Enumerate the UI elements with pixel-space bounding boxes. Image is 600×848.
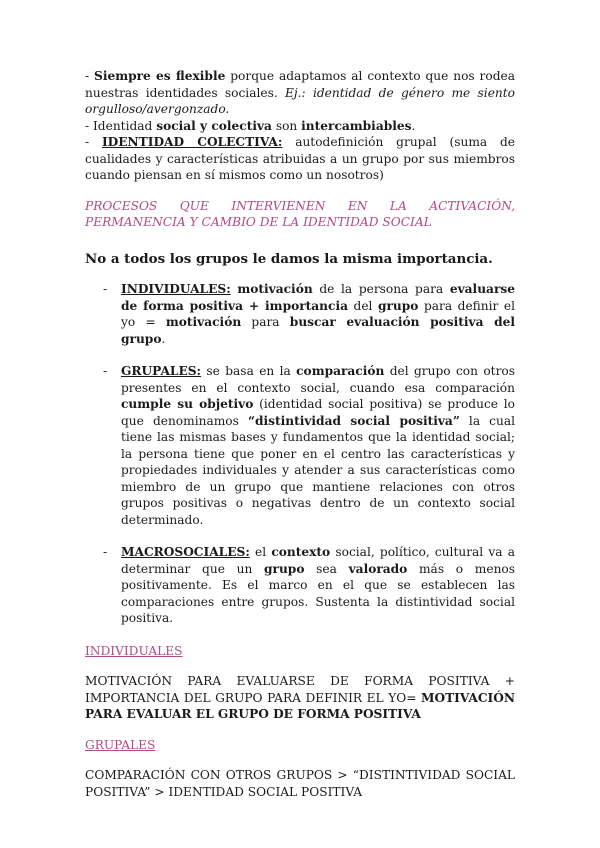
bold-term: grupo: [264, 561, 305, 576]
body-text: del: [347, 298, 378, 313]
bullet-macrosociales: [85, 544, 515, 627]
bold-term: social y colectiva: [156, 118, 272, 133]
bullet-individuales: [85, 281, 515, 347]
bold-term: comparación: [296, 364, 385, 378]
bold-term: motivación: [165, 315, 242, 329]
bold-term: intercambiables: [301, 118, 412, 133]
body-text: sea: [304, 561, 349, 576]
bold-term: Siempre es flexible: [94, 69, 226, 83]
document-content: [85, 68, 515, 812]
body-text: .: [411, 118, 416, 133]
body-text: social, político, cultural va a determinar que un: [121, 545, 516, 576]
bold-term: evaluarse de forma positiva + importancia: [121, 282, 515, 313]
bullet-list: [85, 281, 515, 627]
body-text: del grupo con otros presentes en el contexto social, cuando esa comparación: [121, 364, 515, 395]
body-text: - Identidad: [85, 118, 157, 133]
intro-line-flexible: [85, 68, 515, 118]
bold-term: MOTIVACIÓN PARA EVALUAR EL GRUPO DE FORMA POSITIVA: [85, 690, 515, 721]
bold-term: buscar evaluación positiva del grupo: [121, 315, 515, 346]
body-text: autodefinición grupal (suma de cualidades y características atribuidas a un grupo por sus miembros cuando piensan en sí mismos como un nosotros): [85, 135, 515, 182]
bullet-grupales: [85, 363, 515, 528]
section-title-individuales: INDIVIDUALES: [85, 643, 183, 658]
body-text: se basa en la: [201, 364, 297, 378]
body-text: para: [241, 315, 290, 329]
body-text: (identidad social positiva) se produce lo que denominamos: [121, 397, 515, 428]
summary-individuales: [85, 673, 515, 723]
italic-example: Ej.: identidad de género me siento orgulloso/avergonzado.: [85, 85, 515, 116]
body-text: más o menos positivamente. Es el marco en el que se establecen las comparaciones entre grupos. Sustenta la distintividad social positiva.: [121, 561, 516, 625]
bullet-label: GRUPALES:: [121, 364, 202, 378]
bullet-label: MACROSOCIALES:: [121, 545, 250, 559]
section-heading-procesos: PROCESOS QUE INTERVIENEN EN LA ACTIVACIÓN, PERMANENCIA Y CAMBIO DE LA IDENTIDAD SOCIAL: [85, 198, 515, 229]
bold-term: motivación: [237, 282, 313, 296]
bullet-dash: -: [103, 545, 108, 559]
bold-underlined-term: IDENTIDAD COLECTIVA:: [101, 135, 283, 149]
section-title-grupales: GRUPALES: [85, 737, 156, 752]
bold-statement: No a todos los grupos le damos la misma importancia.: [85, 250, 493, 267]
body-text: para definir el yo =: [121, 298, 516, 329]
body-text: el: [249, 545, 272, 559]
bullet-dash: -: [103, 364, 108, 378]
bold-term: grupo: [377, 298, 419, 313]
summary-grupales: COMPARACIÓN CON OTROS GRUPOS > “DISTINTIVIDAD SOCIAL POSITIVA” > IDENTIDAD SOCIAL POSITIVA: [85, 768, 515, 799]
bullet-label: INDIVIDUALES:: [121, 282, 231, 296]
dash: -: [85, 69, 95, 83]
bold-term: “distintividad social positiva”: [247, 413, 460, 428]
body-text: MOTIVACIÓN PARA EVALUARSE DE FORMA POSITIVA + IMPORTANCIA DEL GRUPO PARA DEFINIR EL YO=: [85, 674, 515, 705]
bold-term: cumple su objetivo: [121, 397, 254, 411]
bullet-dash: -: [103, 282, 108, 296]
intro-line-intercambiables: [85, 118, 515, 135]
body-text: de la persona para: [312, 282, 450, 296]
intro-line-identidad-colectiva: [85, 134, 515, 184]
body-text: la cual tiene las mismas bases y fundamentos que la identidad social; la persona tiene que poner en el centro las características y propiedades individuales y atender a sus características como miembro de un grupo que mantiene relaciones con otros grupos positivas o negativas dentro de un contexto social determinado.: [121, 413, 515, 527]
body-text: porque adaptamos al contexto que nos rodea nuestras identidades sociales.: [85, 69, 515, 100]
body-text: .: [161, 331, 166, 346]
bold-term: contexto: [271, 545, 331, 559]
bold-term: valorado: [348, 561, 408, 576]
body-text: son: [271, 118, 302, 133]
dash: -: [85, 135, 102, 149]
